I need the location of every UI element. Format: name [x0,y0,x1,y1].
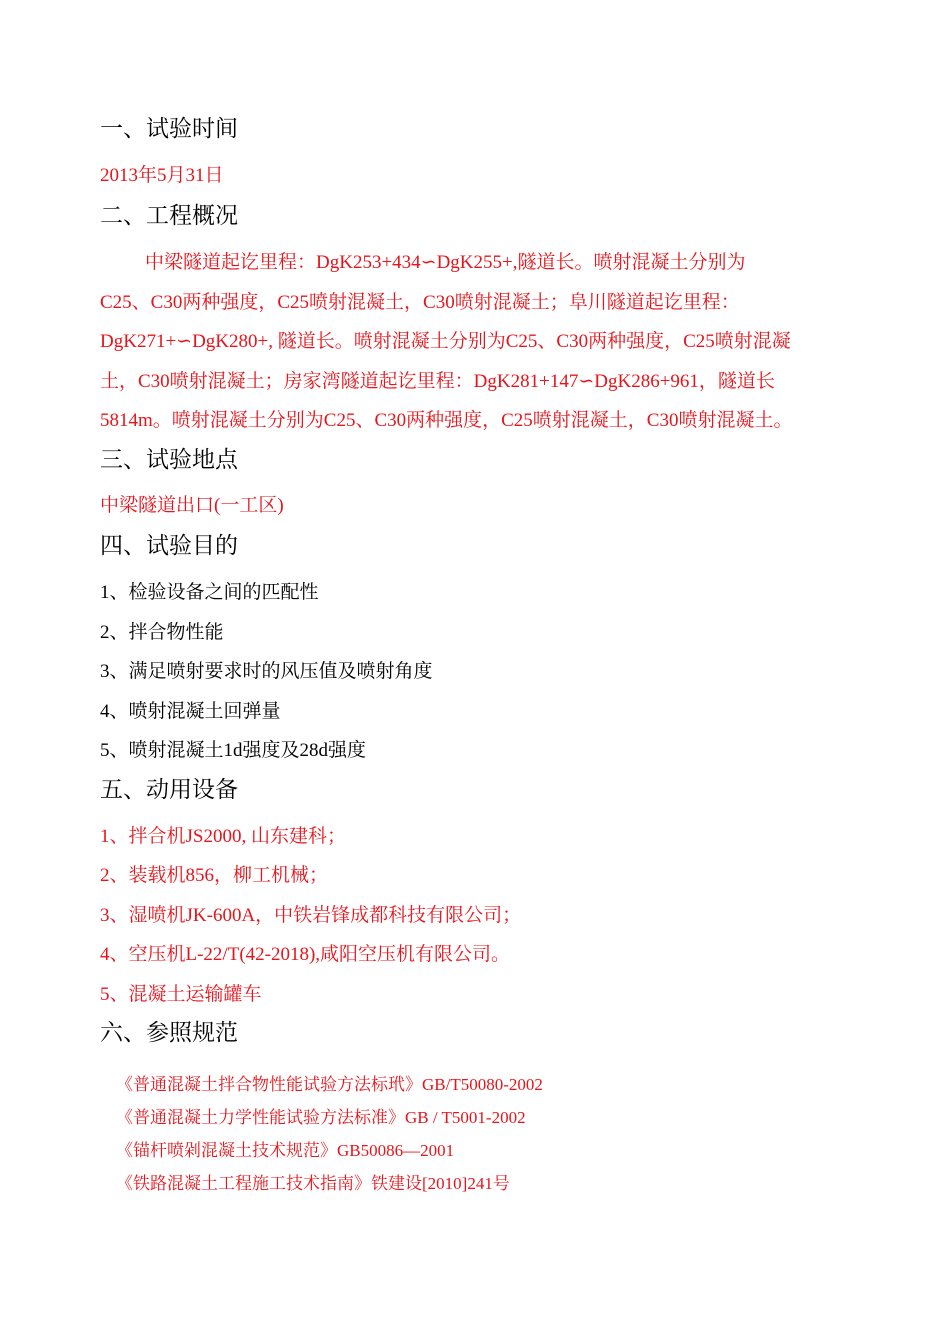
overview-line: 土，C30喷射混凝土；房家湾隧道起讫里程：DgK281+147∽DgK286+961，隧道长 [100,370,775,392]
purpose-item: 2、拌合物性能 [100,622,224,643]
purpose-item: 1、检验设备之间的匹配性 [100,582,319,603]
purpose-item: 5、喷射混凝土1d强度及28d强度 [100,740,367,761]
equipment-item: 4、空压机L-22/T(42-2018),咸阳空压机有限公司。 [100,944,511,965]
purpose-item: 3、满足喷射要求时的风压值及喷射角度 [100,661,433,682]
test-date: 2013年5月31日 [100,165,224,186]
equipment-item: 1、拌合机JS2000, 山东建科； [100,826,346,847]
section-heading-project-overview: 二、工程概况 [100,203,238,228]
section-heading-equipment: 五、动用设备 [100,777,238,802]
section-heading-test-time: 一、试验时间 [100,116,238,141]
reference-item: 《普通混凝土拌合物性能试验方法标玳》GB/T50080-2002 [116,1075,543,1094]
section-heading-test-location: 三、试验地点 [100,447,238,472]
overview-line: 5814m。喷射混凝土分别为C25、C30两种强度，C25喷射混凝土，C30喷射混凝土。 [100,410,793,431]
overview-line: DgK271+∽DgK280+, 隧道长。喷射混凝土分别为C25、C30两种强度，C25喷射混凝 [100,331,791,352]
section-heading-references: 六、参照规范 [100,1020,238,1045]
overview-line: 中梁隧道起讫里程：DgK253+434∽DgK255+,隧道长。喷射混凝土分别为 [145,252,746,273]
equipment-item: 3、湿喷机JK-600A，中铁岩锋成都科技有限公司； [100,905,522,926]
reference-item: 《普通混凝土力学性能试验方法标准》GB / T5001-2002 [116,1108,526,1127]
section-heading-test-purpose: 四、试验目的 [100,533,238,558]
project-overview-paragraph [100,243,840,441]
overview-line: C25、C30两种强度，C25喷射混凝土，C30喷射混凝土；阜川隧道起讫里程： [100,291,740,313]
test-location: 中梁隧道出口(一工区) [100,495,284,516]
equipment-item: 2、装载机856，柳工机械； [100,865,329,886]
reference-item: 《锚杆喷剁混凝土技术规范》GB50086—2001 [116,1141,455,1160]
reference-item: 《铁路混凝土工程施工技术指南》铁建设[2010]241号 [116,1174,510,1193]
purpose-item: 4、喷射混凝土回弹量 [100,701,281,722]
equipment-item: 5、混凝土运输罐车 [100,984,262,1005]
